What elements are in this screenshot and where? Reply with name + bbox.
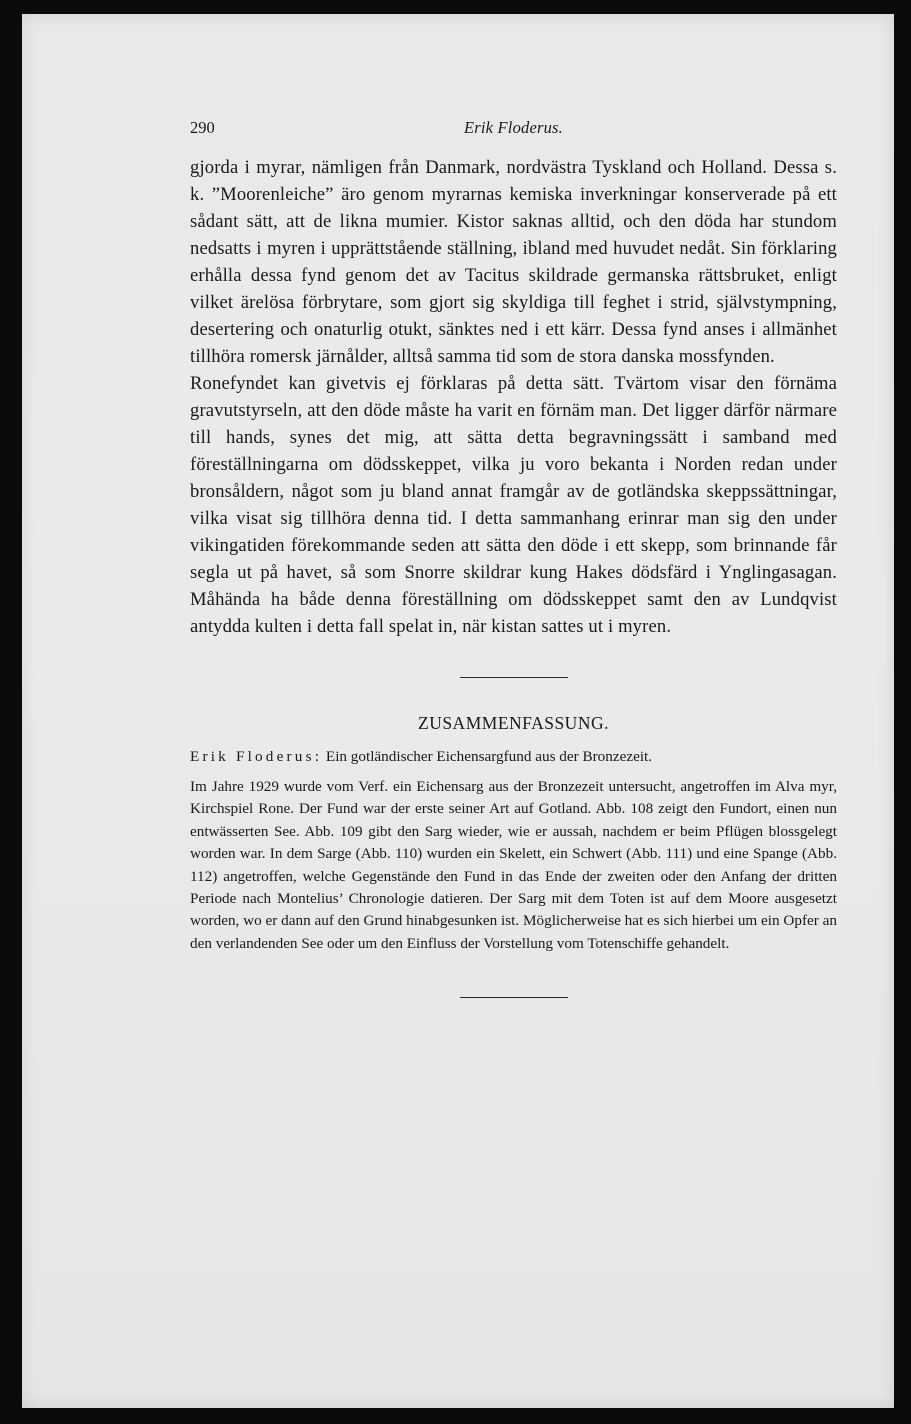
summary-article-title: Ein gotländischer Eichensargfund aus der Bronzezeit.: [325, 748, 653, 765]
section-divider: [460, 677, 568, 678]
end-divider: [460, 997, 568, 998]
main-text: [190, 154, 837, 640]
running-title: Erik Floderus.: [463, 118, 564, 137]
summary-body: Im Jahre 1929 wurde vom Verf. ein Eichensarg aus der Bronzezeit untersucht, angetroffen im Alva myr, Kirchspiel Rone. Der Fund war der erste seiner Art auf Gotland. Abb. 108 zeigt den Fundort, einen nun entwässerten See. Abb. 109 gibt den Sarg wieder, wie er aussah, nachdem er beim Pflügen blossgelegt worden war. In dem Sarge (Abb. 110) wurden ein Skelett, ein Schwert (Abb. 111) und eine Spange (Abb. 112) angetroffen, welche Gegenstände den Fund in das Ende der zweiten oder den Anfang der dritten Periode nach Montelius’ Chronologie datieren. Der Sarg mit dem Toten ist auf dem Moore ausgesetzt worden, wo er dann auf den Grund hinabgesunken ist. Möglicherweise hat es sich hierbei um ein Opfer an den verlandenden See oder um den Einfluss der Vorstellung vom Totenschiffe gehandelt.: [190, 778, 837, 952]
paragraph-2: Ronefyndet kan givetvis ej förklaras på detta sätt. Tvärtom visar den förnäma gravutstyrseln, att den döde måste ha varit en förnäm man. Det ligger därför närmare till hands, synes det mig, att sätta detta begravningssätt i samband med föreställningarna om dödsskeppet, vilka ju voro bekanta i Norden redan under bronsåldern, något som ju bland annat framgår av de gotländska skeppssättningar, vilka visat sig tillhöra denna tid. I detta sammanhang erinrar man sig den under vikingatiden förekommande seden att sätta den döde i ett skepp, som brinnande får segla ut på havet, så som Snorre skildrar kung Hakes dödsfärd i Ynglingasagan. Måhända ha både denna föreställning om dödsskeppet samt den av Lundqvist antydda kulten i detta fall spelat in, när kistan sattes ut i myren.: [190, 373, 837, 637]
page-header: [190, 118, 837, 144]
page-number: 290: [190, 118, 215, 137]
paragraph-1: gjorda i myrar, nämligen från Danmark, nordvästra Tyskland och Holland. Dessa s. k. ”Moorenleiche” äro genom myrarnas kemiska inverkningar konserverade på ett sådant sätt, att de likna mumier. Kistor saknas alltid, och den döda har stundom nedsatts i myren i upprättstående ställning, ibland med huvudet nedåt. Sin förklaring erhålla dessa fynd genom det av Tacitus skildrade germanska rättsbruket, enligt vilket ärelösa förbrytare, som gjort sig skyldiga till feghet i strid, självstympning, desertering och onaturlig otukt, sänktes ned i ett kärr. Dessa fynd anses i allmänhet tillhöra romersk järnålder, alltså samma tid som de stora danska mossfynden.: [190, 157, 837, 367]
page-content: [190, 118, 837, 998]
summary-citation: [190, 746, 837, 768]
summary-author: Erik Floderus:: [190, 748, 323, 765]
summary-heading: ZUSAMMENFASSUNG.: [418, 713, 609, 733]
